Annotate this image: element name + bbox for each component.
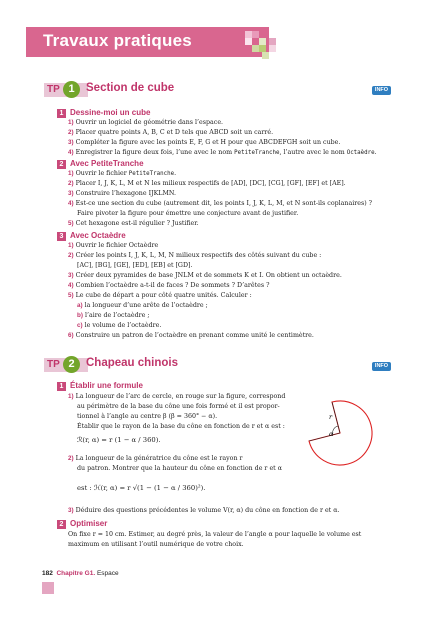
question-line: [AC], [BG], [GE], [ED], [EB] et [GD]. xyxy=(77,262,193,269)
section-title: Établir une formule xyxy=(70,381,143,390)
tp-label: TP xyxy=(47,359,60,370)
question-line: Établir que le rayon de la base du cône en fonction de r et α est : xyxy=(77,423,285,430)
question-line: du patron. Montrer que la hauteur du cône en fonction de r et α xyxy=(77,465,282,472)
question-line: 2) Placer I, J, K, L, M et N les milieux respectifs de [AD], [DC], [CG], [GF], [EF] et [AE]. xyxy=(68,180,346,187)
formula-line: est : ℋ(r, α) = r √(1 − (1 − α / 360)²). xyxy=(77,484,206,492)
question-line: 3) Déduire des questions précédentes le volume V(r, α) du cône en fonction de r et α. xyxy=(68,507,340,514)
formula-line: ℛ(r, α) = r (1 − α / 360). xyxy=(77,436,161,444)
question-line: 5) Le cube de départ a pour côté quatre unités. Calculer : xyxy=(68,292,252,299)
question-line: maximum en utilisant l’outil numérique de votre choix. xyxy=(68,541,244,548)
question-line: 4) Combien l’octaèdre a-t-il de faces ? De sommets ? D’arêtes ? xyxy=(68,282,270,289)
page-title: Travaux pratiques xyxy=(43,31,192,50)
question-line: 4) Est-ce une section du cube (autrement dit, les points I, J, K, L, M, et N sont-ils coplanaires) ? xyxy=(68,200,373,207)
tp-number: 1 xyxy=(63,81,80,98)
footer-decoration xyxy=(42,582,54,594)
question-line: c) le volume de l’octaèdre. xyxy=(77,322,162,329)
question-line: 2) Créer les points I, J, K, L, M, N milieux respectifs des côtés suivant du cube : xyxy=(68,252,322,259)
section-number: 3 xyxy=(57,232,66,241)
section-title: Avec Octaèdre xyxy=(70,231,126,240)
cone-pattern-figure xyxy=(300,395,380,475)
chapter-label: Chapitre G1. xyxy=(56,570,96,577)
question-line: 3) Construire l’hexagone IJKLMN. xyxy=(68,190,177,197)
question-line: 1) Ouvrir un logiciel de géométrie dans l’espace. xyxy=(68,119,224,126)
red-arc xyxy=(309,401,372,465)
question-line: 3) Compléter la figure avec les points E, F, G et H pour que ABCDEFGH soit un cube. xyxy=(68,139,341,146)
section-number: 1 xyxy=(57,382,66,391)
question-line: 6) Construire un patron de l’octaèdre en prenant comme unité le centimètre. xyxy=(68,332,314,339)
info-badge: INFO xyxy=(372,362,391,371)
section-title: Dessine-moi un cube xyxy=(70,108,151,117)
page-footer xyxy=(42,570,119,577)
question-line: 1) Ouvrir le fichier Octaèdre xyxy=(68,242,159,249)
question-line: a) la longueur d’une arête de l’octaèdre ; xyxy=(77,302,208,309)
section-number: 1 xyxy=(57,109,66,118)
page-number: 182 xyxy=(42,570,53,577)
angle-label: α xyxy=(329,430,334,438)
question-line: 1) La longueur de l’arc de cercle, en rouge sur la figure, correspond xyxy=(68,393,286,400)
info-badge: INFO xyxy=(372,86,391,95)
question-line: Faire pivoter la figure pour émettre une conjecture avant de justifier. xyxy=(77,210,299,217)
section-title: Avec PetiteTranche xyxy=(70,159,144,168)
question-line: tionnel à l’angle au centre β (β = 360° − α). xyxy=(77,413,218,420)
question-line: 1) Ouvrir le fichier PetiteTranche. xyxy=(68,170,177,177)
section-title: Optimiser xyxy=(70,519,108,528)
question-line: au périmètre de la base du cône une fois formé et il est propor- xyxy=(77,403,280,410)
question-line: 2) La longueur de la génératrice du cône est le rayon r xyxy=(68,455,243,462)
tp-number: 2 xyxy=(63,356,80,373)
radius-label: r xyxy=(329,413,333,421)
question-line: b) l’aire de l’octaèdre ; xyxy=(77,312,150,319)
tp-label: TP xyxy=(47,84,60,95)
tp-title: Section de cube xyxy=(86,82,175,94)
question-line: 3) Créer deux pyramides de base JNLM et de sommets K et I. On obtient un octaèdre. xyxy=(68,272,342,279)
question-line: 4) Enregistrer la figure deux fois, l’une avec le nom PetiteTranche, l’autre avec le nom Octaèdre. xyxy=(68,149,377,156)
section-number: 2 xyxy=(57,520,66,529)
question-line: 2) Placer quatre points A, B, C et D tels que ABCD soit un carré. xyxy=(68,129,274,136)
topic-label: Espace xyxy=(96,570,119,577)
section-number: 2 xyxy=(57,160,66,169)
question-line: On fixe r = 10 cm. Estimer, au degré près, la valeur de l’angle α pour laquelle le volume est xyxy=(68,531,362,538)
question-line: 5) Cet hexagone est-il régulier ? Justifier. xyxy=(68,220,199,227)
tp-title: Chapeau chinois xyxy=(86,357,179,369)
